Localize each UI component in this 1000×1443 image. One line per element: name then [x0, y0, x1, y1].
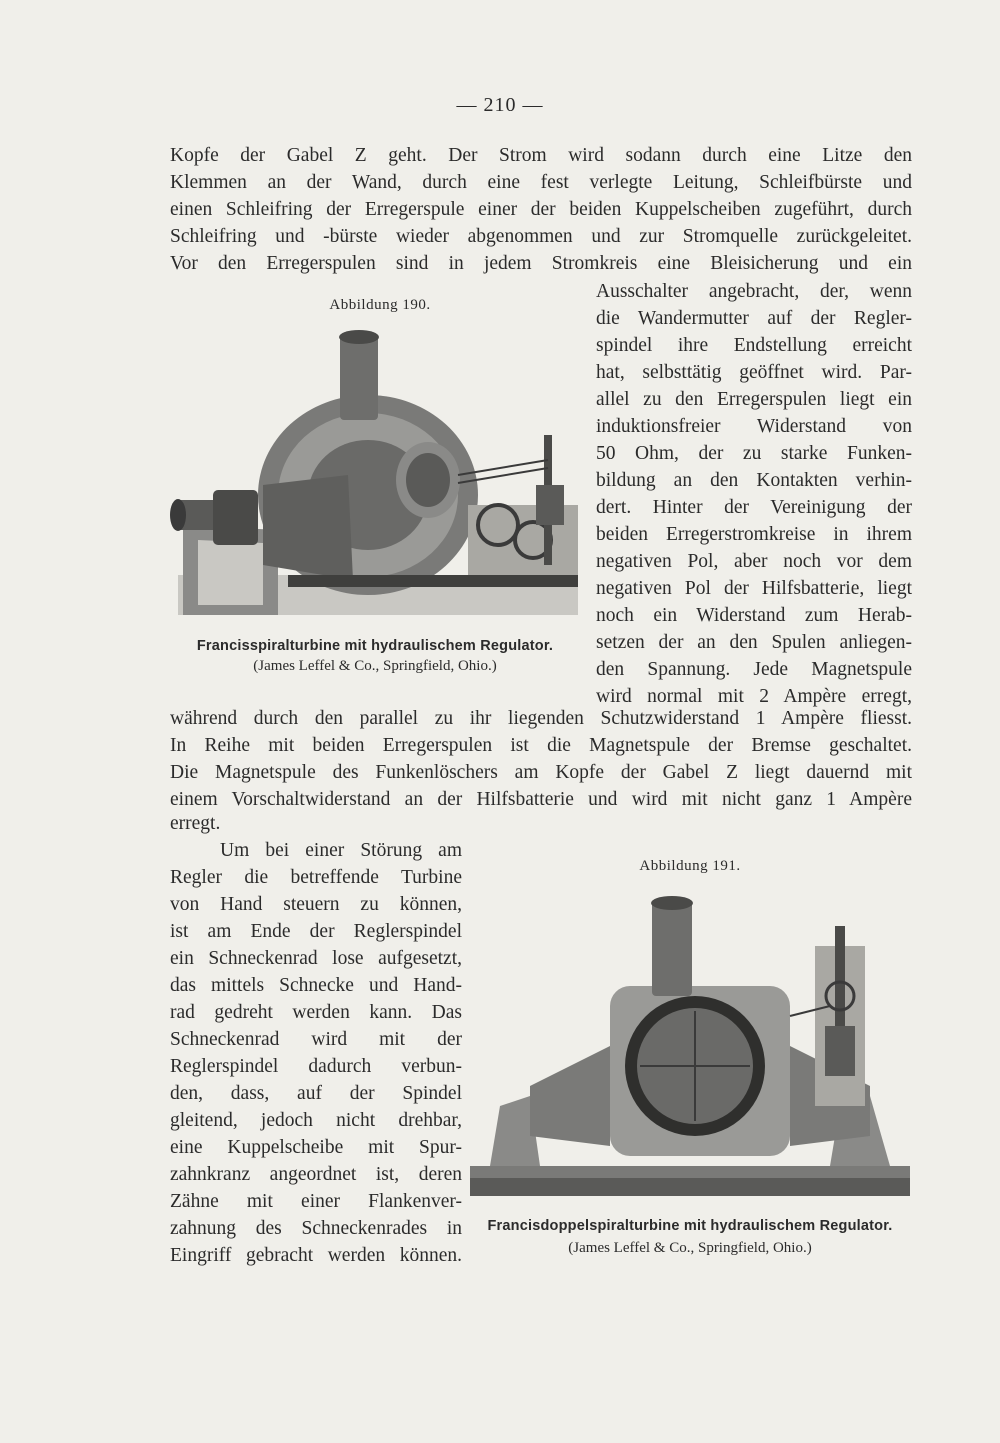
text-line: gleitend, jedoch nicht drehbar, [170, 1110, 462, 1131]
text-line: rad gedreht werden kann. Das [170, 1002, 462, 1023]
text-line: die Wandermutter auf der Regler- [596, 308, 912, 329]
text-line: während durch den parallel zu ihr liegenden Schutzwiderstand 1 Ampère fliesst. [170, 708, 912, 729]
text-line: einen Schleifring der Erregerspule einer der beiden Kuppelscheiben zugeführt, durch [170, 199, 912, 220]
text-line: erregt. [170, 813, 221, 834]
text-line: negativen Pol der Hilfsbatterie, liegt [596, 578, 912, 599]
text-line: induktionsfreier Widerstand von [596, 416, 912, 437]
text-line: 50 Ohm, der zu starke Funken- [596, 443, 912, 464]
text-line: Reglerspindel dadurch verbun- [170, 1056, 462, 1077]
text-line: einem Vorschaltwiderstand an der Hilfsbatterie und wird mit nicht ganz 1 Ampère [170, 789, 912, 810]
text-line: dert. Hinter der Vereinigung der [596, 497, 912, 518]
text-line: das mittels Schnecke und Hand- [170, 975, 462, 996]
text-line: In Reihe mit beiden Erregerspulen ist die Magnetspule der Bremse geschaltet. [170, 735, 912, 756]
text-line: den, dass, auf der Spindel [170, 1083, 462, 1104]
text-line: ist am Ende der Reglerspindel [170, 921, 462, 942]
text-line: allel zu den Erregerspulen liegt ein [596, 389, 912, 410]
text-line: Eingriff gebracht werden können. [170, 1245, 462, 1266]
text-line: ein Schneckenrad lose aufgesetzt, [170, 948, 462, 969]
text-line: Vor den Erregerspulen sind in jedem Stromkreis eine Bleisicherung und ein [170, 253, 912, 274]
text-line: hat, selbsttätig geöffnet wird. Par- [596, 362, 912, 383]
figure-191-caption: Francisdoppelspiralturbine mit hydraulischem Regulator. [487, 1218, 893, 1234]
text-line: eine Kuppelscheibe mit Spur- [170, 1137, 462, 1158]
figure-190-credit: (James Leffel & Co., Springfield, Ohio.) [253, 658, 497, 674]
text-line: Die Magnetspule des Funkenlöschers am Kopfe der Gabel Z liegt dauernd mit [170, 762, 912, 783]
text-line: negativen Pol, aber noch vor dem [596, 551, 912, 572]
text-line: Regler die betreffende Turbine [170, 867, 462, 888]
text-line: Schneckenrad wird mit der [170, 1029, 462, 1050]
text-line: von Hand steuern zu können, [170, 894, 462, 915]
text-line: bildung an den Kontakten verhin- [596, 470, 912, 491]
text-line: Kopfe der Gabel Z geht. Der Strom wird sodann durch eine Litze den [170, 145, 912, 166]
text-line: Zähne mit einer Flankenver- [170, 1191, 462, 1212]
figure-190-caption: Francisspiralturbine mit hydraulischem Regulator. [196, 638, 554, 654]
text-line: Schleifring und -bürste wieder abgenommen und zur Stromquelle zurückgeleitet. [170, 226, 912, 247]
figure-190-label: Abbildung 190. [329, 297, 431, 313]
text-line: den Spannung. Jede Magnetspule [596, 659, 912, 680]
text-line: Klemmen an der Wand, durch eine fest verlegte Leitung, Schleifbürste und [170, 172, 912, 193]
text-line: beiden Erregerstromkreise in ihrem [596, 524, 912, 545]
figure-190-photo [168, 325, 582, 628]
text-line: zahnkranz angeordnet ist, deren [170, 1164, 462, 1185]
figure-191-label: Abbildung 191. [639, 858, 741, 874]
figure-191-credit: (James Leffel & Co., Springfield, Ohio.) [568, 1240, 812, 1256]
text-line: Um bei einer Störung am [220, 840, 462, 861]
text-line: spindel ihre Endstellung erreicht [596, 335, 912, 356]
text-line: zahnung des Schneckenrades in [170, 1218, 462, 1239]
text-line: setzen der an den Spulen anliegen- [596, 632, 912, 653]
text-line: Ausschalter angebracht, der, wenn [596, 281, 912, 302]
text-line: noch ein Widerstand zum Herab- [596, 605, 912, 626]
text-line: wird normal mit 2 Ampère erregt, [596, 686, 912, 707]
figure-191-photo [470, 886, 910, 1196]
page-number: — 210 — [456, 94, 544, 116]
